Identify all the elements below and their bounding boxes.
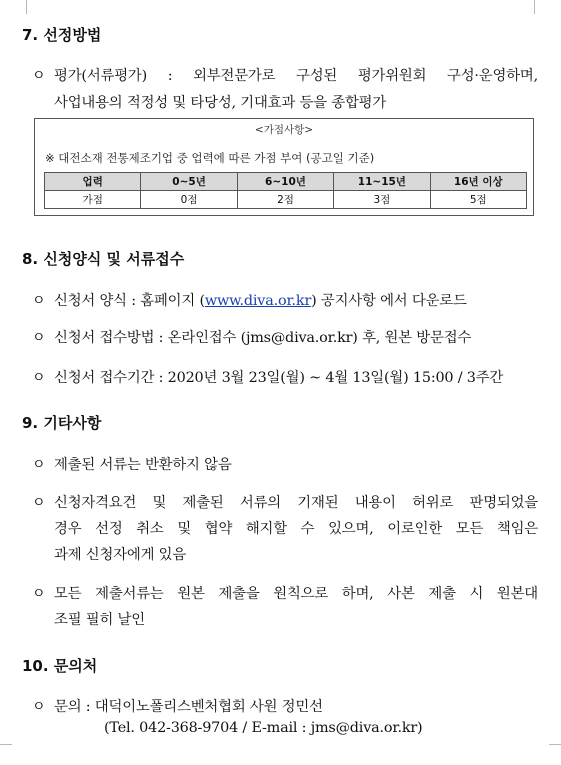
bullet-marker: ㅇ: [32, 457, 46, 473]
contact-details-line: (Tel. 042-368-9704 / E-mail : jms@diva.or.kr): [104, 720, 423, 736]
bonus-points-note: ※ 대전소재 전통제조기업 중 업력에 따른 가점 부여 (공고일 기준): [45, 151, 375, 165]
section-8-title: 8. 신청양식 및 서류접수: [22, 250, 185, 268]
contact-line: 문의 : 대덕이노폴리스벤처협회 사원 정민선: [54, 699, 323, 715]
section-10-title: 10. 문의처: [22, 657, 98, 675]
bullet-marker: ㅇ: [32, 330, 46, 346]
table-header-cell: 0~5년: [141, 173, 237, 191]
bullet-marker: ㅇ: [32, 293, 46, 309]
homepage-link[interactable]: www.diva.or.kr: [204, 293, 312, 309]
section-9-title: 9. 기타사항: [22, 414, 102, 432]
page-corner-mark-bottom-left: [0, 744, 12, 759]
submission-method-line: 신청서 접수방법 : 온라인접수 (jms@diva.or.kr) 후, 원본 방문접수: [54, 330, 472, 346]
bullet-marker: ㅇ: [32, 586, 46, 602]
page-corner-mark-bottom-right: [549, 744, 561, 759]
selection-method-line-2: 사업내용의 적정성 및 타당성, 기대효과 등을 종합평가: [54, 95, 387, 111]
section-7-title: 7. 선정방법: [22, 26, 102, 44]
submission-period-line: 신청서 접수기간 : 2020년 3월 23일(월) ~ 4월 13일(월) 15:00 / 3주간: [54, 370, 504, 386]
table-cell: 3점: [334, 191, 430, 209]
table-header-cell: 업력: [45, 173, 141, 191]
table-header-cell: 16년 이상: [430, 173, 526, 191]
table-cell: 2점: [237, 191, 333, 209]
table-header-cell: 11~15년: [334, 173, 430, 191]
table-cell: 가점: [45, 191, 141, 209]
false-statement-line-1: 신청자격요건 및 제출된 서류의 기재된 내용이 허위로 판명되었을: [54, 495, 538, 511]
table-cell: 5점: [430, 191, 526, 209]
page-corner-mark-top-right: [534, 0, 549, 14]
no-return-line: 제출된 서류는 반환하지 않음: [54, 457, 232, 473]
table-cell: 0점: [141, 191, 237, 209]
application-form-line: 신청서 양식 : 홈페이지 (www.diva.or.kr) 공지사항 에서 다운로드: [54, 293, 467, 309]
bonus-points-box: [34, 118, 534, 216]
bullet-marker: ㅇ: [32, 699, 46, 715]
false-statement-line-2: 경우 선정 취소 및 협약 해지할 수 있으며, 이로인한 모든 책임은: [54, 521, 538, 537]
selection-method-line-1: 평가(서류평가) : 외부전문가로 구성된 평가위원회 구성·운영하며,: [54, 68, 538, 84]
bullet-marker: ㅇ: [32, 68, 46, 84]
bonus-points-table: [44, 172, 527, 209]
false-statement-line-3: 과제 신청자에게 있음: [54, 547, 187, 563]
bullet-marker: ㅇ: [32, 370, 46, 386]
original-docs-line-2: 조필 필히 날인: [54, 612, 145, 628]
bullet-marker: ㅇ: [32, 495, 46, 511]
original-docs-line-1: 모든 제출서류는 원본 제출을 원칙으로 하며, 사본 제출 시 원본대: [54, 586, 538, 602]
table-header-cell: 6~10년: [237, 173, 333, 191]
table-header-row: [45, 173, 527, 191]
bonus-points-title: <가점사항>: [254, 124, 314, 136]
page-corner-mark-top-left: [12, 0, 27, 14]
table-row: [45, 191, 527, 209]
